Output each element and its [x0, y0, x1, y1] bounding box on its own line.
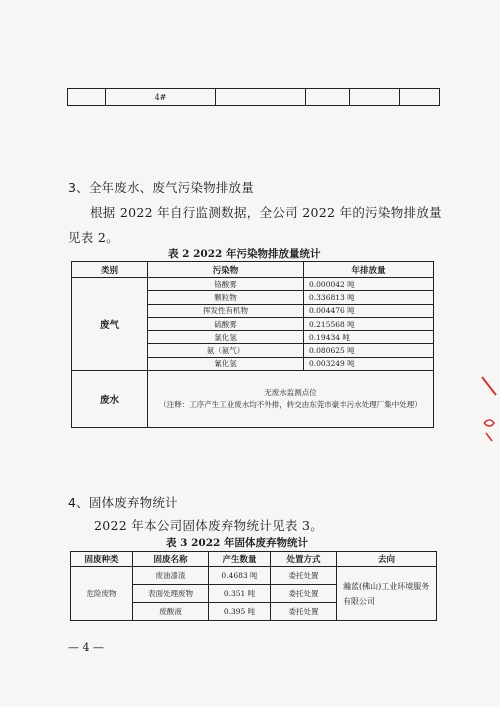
header-quantity: 产生数量 — [209, 552, 271, 567]
section3-heading: 3、全年废水、废气污染物排放量 — [68, 180, 254, 195]
category-waste-water: 废水 — [72, 371, 148, 428]
fragment-cell — [68, 89, 106, 106]
pollutant-amount: 0.19434 吨 — [304, 331, 434, 344]
pollutant-name: 颗粒物 — [148, 291, 304, 304]
section3-paragraph-line2: 见表 2。 — [68, 230, 119, 245]
waste-quantity: 0.351 吨 — [209, 585, 271, 603]
table-row — [72, 278, 434, 291]
disposal-method: 委托处置 — [271, 567, 337, 585]
table3-caption: 表 3 2022 年固体废弃物统计 — [166, 537, 308, 549]
pollutant-amount: 0.215568 吨 — [304, 317, 434, 330]
pollutant-name: 硫酸雾 — [148, 317, 304, 330]
pollutant-amount: 0.080625 吨 — [304, 344, 434, 357]
waste-name: 废油漆渣 — [133, 567, 209, 585]
waste-quantity: 0.395 吨 — [209, 603, 271, 621]
page-number: — 4 — — [68, 641, 104, 654]
disposal-method: 委托处置 — [271, 603, 337, 621]
fragment-cell — [216, 89, 306, 106]
section4-paragraph: 2022 年本公司固体废弃物统计见表 3。 — [94, 518, 324, 533]
waste-water-note-line2: （注释：工序产生工业废水均不外排，转交由东莞市豪丰污水处理厂集中处理） — [159, 400, 422, 410]
waste-type: 危险废物 — [71, 567, 133, 621]
header-amount: 年排放量 — [304, 262, 434, 278]
pollutant-name: 氯化氢 — [148, 331, 304, 344]
pollutant-name: 氨（氨气） — [148, 344, 304, 357]
header-pollutant: 污染物 — [148, 262, 304, 278]
waste-water-note — [148, 371, 434, 428]
pollutant-amount: 0.004476 吨 — [304, 304, 434, 317]
section3-paragraph-line1: 根据 2022 年自行监测数据，全公司 2022 年的污染物排放量 — [90, 205, 442, 220]
pollutant-emissions-table — [71, 261, 434, 428]
category-waste-gas: 废气 — [72, 278, 148, 371]
waste-water-note-line1: 无废水监测点位 — [264, 388, 317, 398]
table-header-row — [72, 262, 434, 278]
waste-quantity: 0.4683 吨 — [209, 567, 271, 585]
pollutant-name: 挥发性有机物 — [148, 304, 304, 317]
waste-destination: 瀚蓝(佛山)工业环境服务有限公司 — [337, 567, 437, 621]
pollutant-amount: 0.003249 吨 — [304, 357, 434, 370]
pollutant-amount: 0.000042 吨 — [304, 278, 434, 291]
waste-name: 废酸液 — [133, 603, 209, 621]
solid-waste-table — [70, 551, 437, 621]
fragment-cell-label: 4# — [106, 89, 216, 106]
table-row — [71, 567, 437, 585]
fragment-cell — [306, 89, 350, 106]
disposal-method: 委托处置 — [271, 585, 337, 603]
waste-name: 表面处理废物 — [133, 585, 209, 603]
pollutant-name: 氰化氢 — [148, 357, 304, 370]
fragment-cell — [400, 89, 440, 106]
header-waste-name: 固废名称 — [133, 552, 209, 567]
pollutant-amount: 0.336813 吨 — [304, 291, 434, 304]
table-header-row — [71, 552, 437, 567]
fragment-cell — [350, 89, 400, 106]
header-waste-type: 固废种类 — [71, 552, 133, 567]
header-category: 类别 — [72, 262, 148, 278]
seal-edge-mark — [478, 375, 500, 465]
previous-table-fragment — [67, 88, 440, 106]
table-row — [72, 371, 434, 428]
pollutant-name: 铬酸雾 — [148, 278, 304, 291]
header-disposal-method: 处置方式 — [271, 552, 337, 567]
section4-heading: 4、固体废弃物统计 — [68, 495, 178, 510]
table2-caption: 表 2 2022 年污染物排放量统计 — [168, 248, 321, 260]
header-destination: 去向 — [337, 552, 437, 567]
